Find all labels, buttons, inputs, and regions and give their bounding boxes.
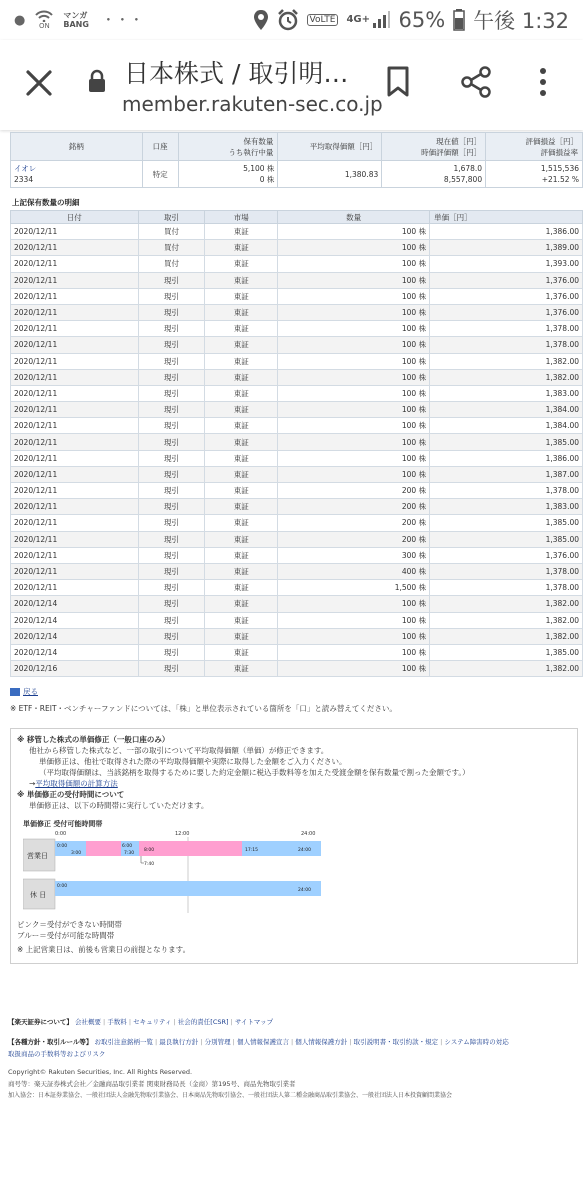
unit-price-fix-text-3: （平均取得価額は、当該銘柄を取得するために要した約定金額に税込手数料等を加えた受渡金額を保有数量で割った金額です。） [39,768,470,778]
qty-cell [178,161,278,188]
footer-separator: | [438,1038,445,1046]
detail-row [11,483,583,499]
footer-separator: | [288,1038,296,1046]
row-market: 東証 [205,563,278,579]
row-trade: 買付 [138,224,205,240]
stock-cell [11,161,143,188]
row-date: 2020/12/14 [11,628,139,644]
row-market: 東証 [205,612,278,628]
etf-note: ※ ETF・REIT・ベンチャーファンドについては、「株」と単位表示されている箇所を「口」と読み替えてください。 [10,704,397,714]
holding-qty: 5,100 株 [243,164,275,173]
avg-price: 1,380.83 [278,161,382,188]
lock-icon [88,69,106,93]
row-trade: 現引 [138,580,205,596]
row2-label: 休 日 [30,891,47,900]
hd-t7: 24:00 [298,888,311,894]
bookmark-icon[interactable] [386,66,410,98]
row-date: 2020/12/11 [11,402,139,418]
share-icon[interactable] [460,66,492,98]
footer-about-link[interactable]: 手数料 [107,1018,127,1026]
unrealized-pl-rate: +21.52 % [541,175,579,184]
page-url[interactable]: member.rakuten-sec.co.jp [122,92,383,116]
row-trade: 現引 [138,628,205,644]
row-date: 2020/12/11 [11,531,139,547]
footer-rules-link[interactable]: 分別管理 [204,1038,231,1046]
page-title: 日本株式 / 取引明… [124,59,349,88]
row-date: 2020/12/11 [11,224,139,240]
axis-24: 24:00 [301,831,316,838]
footer-separator: | [228,1018,235,1026]
row-qty: 100 株 [278,337,430,353]
row-price: 1,376.00 [430,288,583,304]
row-price: 1,376.00 [430,272,583,288]
row-date: 2020/12/11 [11,418,139,434]
row-date: 2020/12/11 [11,353,139,369]
row-qty: 100 株 [278,628,430,644]
row-date: 2020/12/11 [11,563,139,579]
detail-row [11,304,583,320]
row-market: 東証 [205,483,278,499]
row-date: 2020/12/14 [11,596,139,612]
footer-rules-link[interactable]: お取引注意銘柄一覧 [94,1038,153,1046]
row-date: 2020/12/11 [11,515,139,531]
row-price: 1,383.00 [430,385,583,401]
footer-about-link[interactable]: 会社概要 [74,1018,101,1026]
row-trade: 現引 [138,596,205,612]
row-price: 1,384.00 [430,402,583,418]
row-qty: 100 株 [278,418,430,434]
row-price: 1,393.00 [430,256,583,272]
detail-row [11,450,583,466]
footer-about-link[interactable]: セキュリティ [133,1018,172,1026]
row-trade: 現引 [138,369,205,385]
row-price: 1,378.00 [430,321,583,337]
detail-row [11,466,583,482]
detail-header-price: 単価［円］ [430,211,583,224]
detail-header-market: 市場 [205,211,278,224]
row-trade: 現引 [138,483,205,499]
row-market: 東証 [205,499,278,515]
footer-rules-link[interactable]: 最良執行方針 [159,1038,199,1046]
alarm-icon [277,9,299,31]
row-price: 1,382.00 [430,661,583,677]
row-qty: 100 株 [278,402,430,418]
signal-icon [372,11,390,29]
detail-row [11,531,583,547]
pl-cell [486,161,583,188]
row-market: 東証 [205,224,278,240]
wd-t1: 3:00 [71,851,82,857]
wd-t4: 7:40 [144,862,155,868]
stock-name[interactable]: イオレ [14,164,37,173]
row-date: 2020/12/11 [11,240,139,256]
row-trade: 買付 [138,240,205,256]
row-qty: 100 株 [278,272,430,288]
row-trade: 現引 [138,434,205,450]
row-trade: 現引 [138,418,205,434]
footer-rules-link[interactable]: 個人情報保護方針 [295,1038,348,1046]
row-market: 東証 [205,644,278,660]
status-bar [0,0,583,40]
wd-t0: 0:00 [57,844,68,850]
row-qty: 100 株 [278,644,430,660]
detail-row [11,628,583,644]
row-date: 2020/12/11 [11,321,139,337]
market-value: 8,557,800 [443,175,483,184]
row-date: 2020/12/14 [11,644,139,660]
back-icon [10,688,20,696]
row-market: 東証 [205,418,278,434]
detail-header-date: 日付 [11,211,139,224]
footer-separator: | [198,1038,205,1046]
row-date: 2020/12/11 [11,272,139,288]
current-price: 1,678.0 [453,164,483,173]
row-market: 東証 [205,628,278,644]
wd-t7: 24:00 [298,848,311,854]
footer-rules-link[interactable]: 取引説明書・取引約款・規定 [353,1038,439,1046]
row-date: 2020/12/11 [11,304,139,320]
detail-row [11,434,583,450]
site-footer [8,1016,576,1102]
row-market: 東証 [205,321,278,337]
more-notifications-icon: ・・・ [101,13,144,29]
row-price: 1,378.00 [430,580,583,596]
unrealized-pl: 1,515,536 [540,164,579,173]
clock: 午後 1:32 [473,9,569,33]
footer-separator: | [230,1038,237,1046]
row-qty: 400 株 [278,563,430,579]
hd-t0: 0:00 [57,884,68,890]
row-price: 1,385.00 [430,434,583,450]
row-trade: 現引 [138,515,205,531]
row-trade: 現引 [138,337,205,353]
row-date: 2020/12/11 [11,580,139,596]
account-type: 特定 [142,161,178,188]
row-qty: 100 株 [278,450,430,466]
row-market: 東証 [205,596,278,612]
detail-row [11,515,583,531]
detail-row [11,353,583,369]
battery-icon [453,9,465,31]
detail-row [11,596,583,612]
row-market: 東証 [205,272,278,288]
footer-about-link[interactable]: 社会的責任[CSR] [177,1018,229,1026]
row-market: 東証 [205,256,278,272]
row-qty: 100 株 [278,661,430,677]
detail-row [11,321,583,337]
battery-level: 65% [398,8,446,32]
row-price: 1,382.00 [430,612,583,628]
detail-section-title: 上記保有数量の明細 [12,198,80,207]
header-account: 口座 [142,133,178,161]
executing-qty: 0 株 [259,175,275,184]
row-trade: 現引 [138,547,205,563]
row-price: 1,382.00 [430,628,583,644]
reception-time-text: 単価修正は、以下の時間帯に実行していただけます。 [29,801,209,811]
footer-separator: | [126,1018,134,1026]
row-qty: 100 株 [278,304,430,320]
footer-about-link[interactable]: サイトマップ [234,1018,274,1026]
row-price: 1,382.00 [430,353,583,369]
row-market: 東証 [205,661,278,677]
detail-row [11,418,583,434]
row-qty: 100 株 [278,466,430,482]
footer-members: 加入協会：日本証券業協会、一般社団法人金融先物取引業協会、日本商品先物取引協会、一般社団法人第二種金融商品取引業協会、一般社団法人日本投資顧問業協会 [8,1092,453,1099]
header-name: 銘柄 [11,133,143,161]
row-date: 2020/12/11 [11,450,139,466]
app-icon: ● [14,12,26,28]
wd-t5: 8:00 [144,848,155,854]
unit-price-fix-heading: ※ 移管した株式の単価修正（一般口座のみ） [17,735,170,745]
row-date: 2020/12/11 [11,369,139,385]
holding-detail-table [10,210,583,677]
row-qty: 200 株 [278,483,430,499]
detail-row [11,385,583,401]
footer-about [8,1016,576,1028]
info-box [10,728,578,964]
volte-badge: VoLTE [307,14,339,26]
row-qty: 100 株 [278,321,430,337]
detail-row [11,499,583,515]
detail-header-trade: 取引 [138,211,205,224]
row-qty: 200 株 [278,515,430,531]
footer-separator: | [100,1018,108,1026]
row-trade: 現引 [138,450,205,466]
row-qty: 1,500 株 [278,580,430,596]
row-qty: 100 株 [278,224,430,240]
row-trade: 現引 [138,661,205,677]
row-price: 1,376.00 [430,304,583,320]
detail-row [11,402,583,418]
reception-chart-title: 単価修正 受付可能時間帯 [23,820,103,829]
reception-time-heading: ※ 単価修正の受付時間について [17,790,125,800]
back-link-label[interactable]: 戻る [23,687,38,697]
footer-copyright: Copyright© Rakuten Securities, Inc. All Rights Reserved. [8,1068,193,1076]
wifi-on-label: ON [38,21,50,30]
detail-row [11,224,583,240]
row-qty: 100 株 [278,256,430,272]
unit-price-fix-text-2: 単価修正は、他社で取得された際の平均取得価額や実際に取得した金額をご入力ください。 [39,757,347,767]
location-icon [253,9,269,31]
page-content [10,132,583,964]
row-price: 1,389.00 [430,240,583,256]
wifi-on-icon [35,10,53,31]
current-cell [382,161,486,188]
row-qty: 100 株 [278,240,430,256]
wd-t6: 17:15 [245,848,258,854]
row-trade: 現引 [138,499,205,515]
row-trade: 現引 [138,353,205,369]
row-market: 東証 [205,353,278,369]
summary-header-row [11,133,583,161]
row-trade: 現引 [138,563,205,579]
row-date: 2020/12/11 [11,385,139,401]
row-market: 東証 [205,369,278,385]
row-date: 2020/12/11 [11,483,139,499]
header-current: 現在値［円］ 時価評価額［円］ [382,133,486,161]
detail-row [11,240,583,256]
row-price: 1,385.00 [430,644,583,660]
row-trade: 現引 [138,612,205,628]
axis-0: 0:00 [55,831,67,838]
row-qty: 100 株 [278,612,430,628]
row-market: 東証 [205,466,278,482]
header-avg-price: 平均取得価額［円］ [278,133,382,161]
row-qty: 200 株 [278,499,430,515]
row-qty: 100 株 [278,369,430,385]
row-date: 2020/12/16 [11,661,139,677]
footer-separator: | [171,1018,178,1026]
row-market: 東証 [205,288,278,304]
footer-rules-link[interactable]: システム障害時の対応 [444,1038,509,1046]
row-price: 1,385.00 [430,531,583,547]
detail-row [11,580,583,596]
avg-price-calc-link[interactable]: →平均取得価額の計算方法 [29,779,118,789]
footer-rules [8,1036,576,1048]
row-market: 東証 [205,515,278,531]
row-date: 2020/12/11 [11,466,139,482]
footer-separator: | [152,1038,160,1046]
row-market: 東証 [205,337,278,353]
detail-header-qty: 数量 [278,211,430,224]
reception-time-chart [23,819,333,919]
row-market: 東証 [205,531,278,547]
row-trade: 現引 [138,321,205,337]
detail-header-row [11,211,583,224]
row1-label: 営業日 [27,852,48,861]
row-price: 1,385.00 [430,515,583,531]
close-icon[interactable] [22,66,56,100]
row-market: 東証 [205,385,278,401]
row-qty: 200 株 [278,531,430,547]
row-date: 2020/12/11 [11,256,139,272]
reception-chart-svg [23,829,333,921]
row-date: 2020/12/11 [11,337,139,353]
detail-row [11,644,583,660]
detail-row [11,256,583,272]
holding-summary-table [10,132,583,188]
row-market: 東証 [205,240,278,256]
row-price: 1,384.00 [430,418,583,434]
row-price: 1,387.00 [430,466,583,482]
row-market: 東証 [205,547,278,563]
footer-rules-label: 【各種方針・取引ルール等】 [8,1038,93,1046]
row-price: 1,382.00 [430,369,583,385]
row-trade: 現引 [138,531,205,547]
row-trade: 現引 [138,385,205,401]
stock-code: 2334 [14,175,34,184]
row-price: 1,378.00 [430,483,583,499]
detail-row [11,547,583,563]
row-price: 1,383.00 [430,499,583,515]
row-date: 2020/12/11 [11,288,139,304]
footer-company: 商号等：楽天証券株式会社／金融商品取引業者 関東財務局長（金商）第195号、商品先物取引業者 [8,1080,296,1088]
row-trade: 現引 [138,644,205,660]
row-date: 2020/12/11 [11,499,139,515]
row-market: 東証 [205,304,278,320]
row-qty: 100 株 [278,288,430,304]
row-date: 2020/12/11 [11,434,139,450]
row-trade: 現引 [138,402,205,418]
row-price: 1,378.00 [430,563,583,579]
header-qty: 保有数量 うち執行中量 [178,133,278,161]
browser-toolbar [0,40,583,130]
detail-row [11,337,583,353]
row-trade: 現引 [138,304,205,320]
back-link[interactable] [10,686,583,697]
row-price: 1,378.00 [430,337,583,353]
row-qty: 100 株 [278,353,430,369]
header-pl: 評価損益［円］ 評価損益率 [486,133,583,161]
unit-price-fix-text-1: 他社から移管した株式など、一部の取引について平均取得価額（単価）が修正できます。 [29,746,329,756]
footer-about-label: 【楽天証券について】 [8,1018,73,1026]
row-market: 東証 [205,450,278,466]
row-trade: 買付 [138,256,205,272]
legend-pink: ピンク＝受付ができない時間帯 [17,920,122,930]
row-qty: 300 株 [278,547,430,563]
footer-extra-link[interactable]: 取扱商品の手数料等およびリスク [8,1050,106,1058]
detail-row [11,563,583,579]
wd-t3: 7:30 [124,851,135,857]
detail-row [11,369,583,385]
row-date: 2020/12/11 [11,547,139,563]
manga-bang-icon: マンガ BANG [63,11,89,29]
footer-separator: | [347,1038,354,1046]
row-qty: 100 株 [278,385,430,401]
row-market: 東証 [205,434,278,450]
detail-row [11,612,583,628]
network-label: 4G+ [346,14,371,25]
summary-row [11,161,583,188]
row-trade: 現引 [138,272,205,288]
detail-row [11,272,583,288]
row-price: 1,382.00 [430,596,583,612]
footer-rules-link[interactable]: 個人情報保護宣言 [236,1038,289,1046]
row-price: 1,386.00 [430,224,583,240]
axis-12: 12:00 [175,831,190,838]
row-market: 東証 [205,580,278,596]
detail-row [11,288,583,304]
row-trade: 現引 [138,288,205,304]
row-date: 2020/12/14 [11,612,139,628]
more-vert-icon[interactable] [537,66,549,98]
row-qty: 100 株 [278,434,430,450]
business-day-note: ※ 上記営業日は、前後も営業日の前提となります。 [17,945,191,955]
row-market: 東証 [205,402,278,418]
detail-row [11,661,583,677]
legend-blue: ブルー＝受付が可能な時間帯 [17,931,115,941]
row-trade: 現引 [138,466,205,482]
wd-t2: 6:00 [122,844,133,850]
row-price: 1,386.00 [430,450,583,466]
row-qty: 100 株 [278,596,430,612]
row-price: 1,376.00 [430,547,583,563]
